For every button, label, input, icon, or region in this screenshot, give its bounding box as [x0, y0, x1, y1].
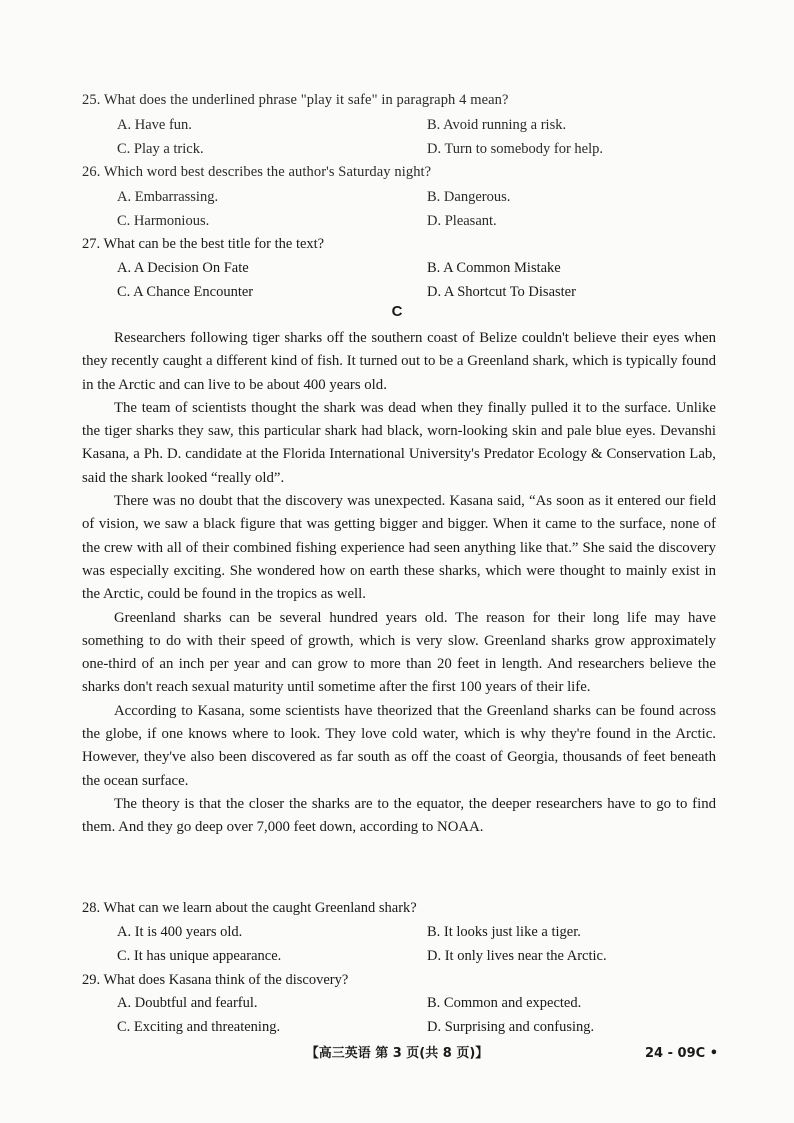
reading-passage [82, 327, 716, 840]
option-a: A. Embarrassing. [117, 189, 219, 205]
option-b: B. Avoid running a risk. [427, 117, 567, 133]
passage-paragraph-6: The theory is that the closer the sharks are to the equator, the deeper researchers have to go to find them. And they go deep over 7,000 feet down, according to NOAA. [82, 795, 716, 836]
question-29-options-row1 [117, 993, 717, 1015]
option-d: D. Pleasant. [427, 213, 497, 229]
option-a: A. Doubtful and fearful. [117, 995, 258, 1011]
option-b: B. Dangerous. [427, 189, 511, 205]
question-29-stem: 29. What does Kasana think of the discovery? [82, 972, 349, 988]
passage-paragraph-4: Greenland sharks can be several hundred years old. The reason for their long life may have something to do with their speed of growth, which is very slow. Greenland sharks grow approximately one-third of an inch per year and can grow to more than 20 feet in length. And researchers believe the sharks don't reach sexual maturity until sometime after the first 100 years of their life. [82, 609, 716, 696]
question-26-options-row1 [117, 187, 717, 209]
option-a: A. A Decision On Fate [117, 260, 249, 276]
option-b: B. Common and expected. [427, 995, 582, 1011]
exam-code: 24 - 09C • [645, 1046, 719, 1061]
option-d: D. It only lives near the Arctic. [427, 948, 607, 964]
option-b: B. It looks just like a tiger. [427, 924, 581, 940]
passage-paragraph-2: The team of scientists thought the shark was dead when they finally pulled it to the surface. Unlike the tiger sharks they saw, this particular shark had black, worn-looking skin and pale blue eyes. Devanshi Kasana, a Ph. D. candidate at the Florida International University's Predator Ecology & Conservation Lab, said the shark looked “really old”. [82, 399, 716, 486]
option-c: C. Play a trick. [117, 141, 204, 157]
option-c: C. It has unique appearance. [117, 948, 282, 964]
question-28-options-row1 [117, 922, 717, 944]
option-a: A. It is 400 years old. [117, 924, 243, 940]
option-d: D. A Shortcut To Disaster [427, 284, 576, 300]
passage-paragraph-5: According to Kasana, some scientists have theorized that the Greenland sharks can be found across the globe, if one knows where to look. They love cold water, which is why they're found in the Arctic. However, they've also been discovered as far south as off the coast of Georgia, thousands of feet beneath the ocean surface. [82, 702, 716, 789]
passage-paragraph-3: There was no doubt that the discovery was unexpected. Kasana said, “As soon as it entered our field of vision, we saw a black figure that was getting bigger and bigger. When it came to the surface, none of the crew with all of their combined fishing experience had seen anything like that.” She said the discovery was especially exciting. She wondered how on earth these sharks, which were thought to mainly exist in the Arctic, could be found in the tropics as well. [82, 493, 716, 603]
question-26-stem: 26. Which word best describes the author's Saturday night? [82, 164, 432, 180]
option-a: A. Have fun. [117, 117, 192, 133]
option-c: C. A Chance Encounter [117, 284, 254, 300]
page-footer-label: 【高三英语 第 3 页(共 8 页)】 [305, 1046, 489, 1061]
option-d: D. Turn to somebody for help. [427, 141, 604, 157]
question-28-options-row2 [117, 946, 717, 968]
question-25-options-row1 [117, 115, 717, 137]
question-27-options-row1 [117, 258, 717, 280]
question-26-options-row2 [117, 211, 717, 233]
section-heading: C [391, 303, 403, 320]
question-29-options-row2 [117, 1017, 717, 1039]
question-25-stem: 25. What does the underlined phrase "play it safe" in paragraph 4 mean? [82, 92, 509, 108]
question-28-stem: 28. What can we learn about the caught Greenland shark? [82, 900, 417, 916]
option-d: D. Surprising and confusing. [427, 1019, 595, 1035]
question-27-options-row2 [117, 282, 717, 304]
option-b: B. A Common Mistake [427, 260, 561, 276]
question-27-stem: 27. What can be the best title for the text? [82, 236, 325, 252]
option-c: C. Harmonious. [117, 213, 210, 229]
option-c: C. Exciting and threatening. [117, 1019, 281, 1035]
passage-paragraph-1: Researchers following tiger sharks off the southern coast of Belize couldn't believe their eyes when they recently caught a different kind of fish. It turned out to be a Greenland shark, which is typically found in the Arctic and can live to be about 400 years old. [82, 330, 716, 393]
question-25-options-row2 [117, 139, 717, 161]
